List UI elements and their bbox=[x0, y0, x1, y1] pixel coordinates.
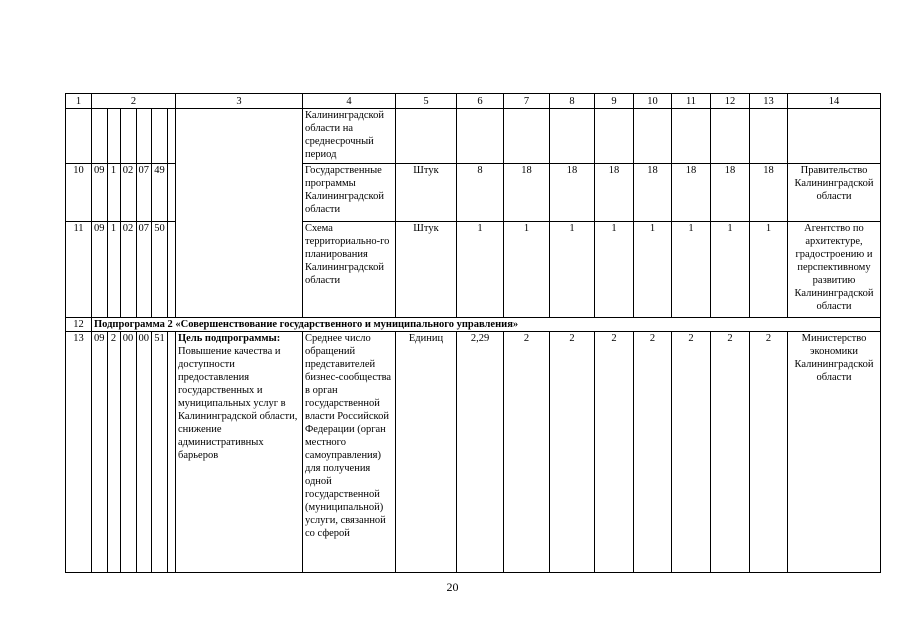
code-cell bbox=[152, 109, 168, 164]
value-cell: 18 bbox=[711, 164, 750, 222]
unit-cell: Штук bbox=[396, 222, 457, 318]
code-cell: 00 bbox=[136, 332, 152, 573]
code-cell bbox=[168, 164, 176, 222]
value-cell: 2 bbox=[672, 332, 711, 573]
row-number: 10 bbox=[66, 164, 92, 222]
header-cell: 1 bbox=[66, 94, 92, 109]
responsible-cell: Агентство по архитектуре, градостроению и перспективному развитию Калининградской области bbox=[788, 222, 881, 318]
value-cell: 1 bbox=[672, 222, 711, 318]
value-cell bbox=[750, 109, 788, 164]
value-cell: 2 bbox=[634, 332, 672, 573]
indicator-cell: Государственные программы Калининградской области bbox=[303, 164, 396, 222]
unit-cell bbox=[396, 109, 457, 164]
value-cell bbox=[504, 109, 550, 164]
value-cell: 2,29 bbox=[457, 332, 504, 573]
header-cell: 6 bbox=[457, 94, 504, 109]
code-cell bbox=[168, 109, 176, 164]
code-cell: 07 bbox=[136, 222, 152, 318]
row-number: 11 bbox=[66, 222, 92, 318]
value-cell: 1 bbox=[634, 222, 672, 318]
unit-cell: Штук bbox=[396, 164, 457, 222]
header-cell: 7 bbox=[504, 94, 550, 109]
value-cell bbox=[550, 109, 595, 164]
value-cell: 18 bbox=[595, 164, 634, 222]
header-cell: 11 bbox=[672, 94, 711, 109]
code-cell: 49 bbox=[152, 164, 168, 222]
row-number: 12 bbox=[66, 318, 92, 332]
value-cell: 1 bbox=[457, 222, 504, 318]
value-cell: 2 bbox=[711, 332, 750, 573]
code-cell: 1 bbox=[107, 222, 120, 318]
value-cell bbox=[595, 109, 634, 164]
value-cell: 18 bbox=[634, 164, 672, 222]
value-cell: 18 bbox=[672, 164, 711, 222]
header-cell: 8 bbox=[550, 94, 595, 109]
value-cell: 18 bbox=[550, 164, 595, 222]
header-cell: 9 bbox=[595, 94, 634, 109]
value-cell: 2 bbox=[550, 332, 595, 573]
value-cell: 1 bbox=[711, 222, 750, 318]
code-cell: 09 bbox=[92, 222, 108, 318]
header-cell: 2 bbox=[92, 94, 176, 109]
subprogram-row bbox=[66, 318, 881, 332]
value-cell bbox=[457, 109, 504, 164]
header-cell: 13 bbox=[750, 94, 788, 109]
code-cell: 09 bbox=[92, 164, 108, 222]
value-cell: 18 bbox=[750, 164, 788, 222]
value-cell: 1 bbox=[504, 222, 550, 318]
row-number bbox=[66, 109, 92, 164]
code-cell: 50 bbox=[152, 222, 168, 318]
header-row bbox=[66, 94, 881, 109]
value-cell: 2 bbox=[750, 332, 788, 573]
unit-cell: Единиц bbox=[396, 332, 457, 573]
header-cell: 14 bbox=[788, 94, 881, 109]
value-cell: 2 bbox=[595, 332, 634, 573]
table-row bbox=[66, 109, 881, 164]
code-cell: 02 bbox=[120, 164, 136, 222]
value-cell bbox=[634, 109, 672, 164]
code-cell bbox=[92, 109, 108, 164]
indicators-table bbox=[65, 93, 881, 573]
header-cell: 12 bbox=[711, 94, 750, 109]
code-cell: 00 bbox=[120, 332, 136, 573]
name-cell bbox=[176, 332, 303, 573]
code-cell bbox=[120, 109, 136, 164]
code-cell: 51 bbox=[152, 332, 168, 573]
header-cell: 3 bbox=[176, 94, 303, 109]
code-cell bbox=[168, 332, 176, 573]
name-cell bbox=[176, 109, 303, 318]
code-cell: 07 bbox=[136, 164, 152, 222]
subprogram-title: Подпрограмма 2 «Совершенствование государственного и муниципального управления» bbox=[92, 318, 881, 332]
value-cell: 1 bbox=[595, 222, 634, 318]
table-row bbox=[66, 332, 881, 573]
code-cell bbox=[136, 109, 152, 164]
value-cell bbox=[711, 109, 750, 164]
row-number: 13 bbox=[66, 332, 92, 573]
header-cell: 5 bbox=[396, 94, 457, 109]
goal-label: Цель подпрограммы: bbox=[178, 333, 281, 344]
value-cell: 1 bbox=[750, 222, 788, 318]
responsible-cell bbox=[788, 109, 881, 164]
value-cell: 8 bbox=[457, 164, 504, 222]
indicator-cell: Схема территориально-го планирования Калининградской области bbox=[303, 222, 396, 318]
code-cell: 09 bbox=[92, 332, 108, 573]
value-cell: 18 bbox=[504, 164, 550, 222]
code-cell: 2 bbox=[107, 332, 120, 573]
indicator-cell: Среднее число обращений представителей бизнес-сообщества в орган государственной власти Российской Федерации (орган местного самоуправления) для получения одной государственной (муниципальной) услуги, связанной со сферой bbox=[303, 332, 396, 573]
code-cell bbox=[168, 222, 176, 318]
code-cell: 1 bbox=[107, 164, 120, 222]
code-cell: 02 bbox=[120, 222, 136, 318]
value-cell bbox=[672, 109, 711, 164]
responsible-cell: Министерство экономики Калининградской области bbox=[788, 332, 881, 573]
header-cell: 10 bbox=[634, 94, 672, 109]
code-cell bbox=[107, 109, 120, 164]
value-cell: 2 bbox=[504, 332, 550, 573]
goal-text: Повышение качества и доступности предоставления государственных и муниципальных услуг в Калининградской области, снижение административных барьеров bbox=[178, 346, 298, 461]
value-cell: 1 bbox=[550, 222, 595, 318]
responsible-cell: Правительство Калининградской области bbox=[788, 164, 881, 222]
page-number: 20 bbox=[446, 580, 459, 594]
indicator-cell: Калининградской области на среднесрочный период bbox=[303, 109, 396, 164]
header-cell: 4 bbox=[303, 94, 396, 109]
